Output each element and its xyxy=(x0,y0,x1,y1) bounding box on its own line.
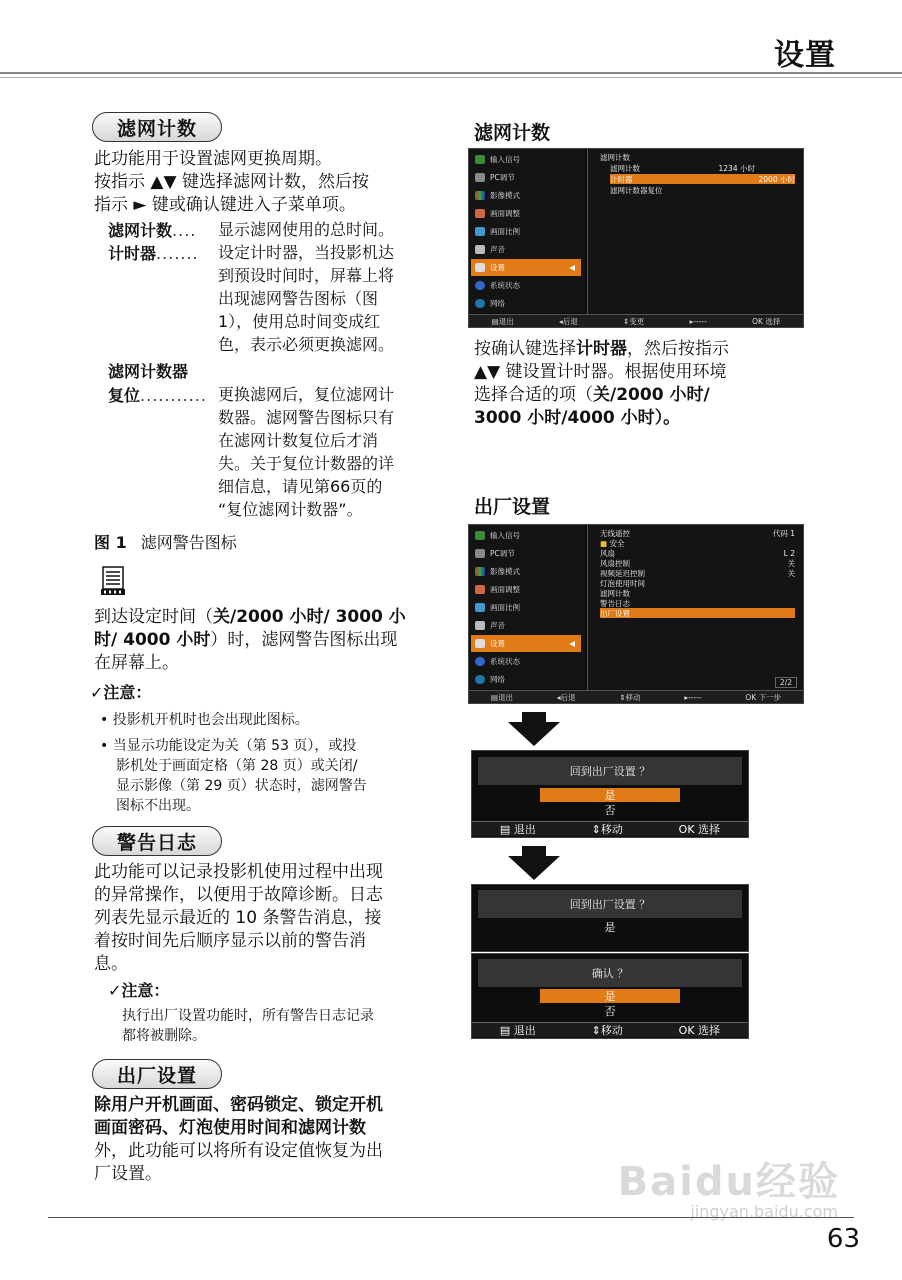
osd-item-settings[interactable]: 设置 ◀ xyxy=(471,259,581,276)
factory-reset-question-panel xyxy=(471,884,749,952)
timer-instructions: 按确认键选择计时器，然后按指示 ▲▼ 键设置计时器。根据使用环境 选择合适的项（关/2000 小时/ 3000 小时/4000 小时）。 xyxy=(474,339,729,428)
osd-row-selected[interactable]: 出厂设置 xyxy=(600,608,795,618)
osd-item-pc[interactable]: PC调节 xyxy=(471,545,581,562)
page-number: 63 xyxy=(826,1224,860,1254)
osd-row[interactable]: 警告日志 xyxy=(600,598,630,608)
confirm-question: 确认 ？ xyxy=(478,959,742,987)
warning-log-note: 执行出厂设置功能时，所有警告日志记录 都将被删除。 xyxy=(122,1008,374,1044)
dialog-yes-option[interactable]: 是 xyxy=(540,788,680,802)
osd-item-sound[interactable]: 声音 xyxy=(471,241,581,258)
dialog-no-option[interactable]: 否 xyxy=(604,804,616,817)
watermark-logo: Baidu经验 xyxy=(617,1159,840,1205)
osd-menu-list xyxy=(469,149,585,313)
intro-line: 按指示 ▲▼ 键选择滤网计数，然后按 xyxy=(94,172,369,192)
warning-log-text: 此功能可以记录投影机使用过程中出现 的异常操作，以便用于故障诊断。日志 列表先显示最近的 10 条警告消息，接 着按时间先后顺序显示以前的警告消 息。 xyxy=(94,862,383,974)
watermark-url: jingyan.baidu.com xyxy=(690,1202,838,1221)
filter-intro xyxy=(94,148,434,217)
filter-warning-icon xyxy=(100,566,126,596)
osd-item-image-mode[interactable]: 影像模式 xyxy=(471,563,581,580)
osd-item-image-mode[interactable]: 影像模式 xyxy=(471,187,581,204)
down-arrow-icon xyxy=(508,712,560,746)
filter-counter-heading: 滤网计数 xyxy=(474,122,551,144)
dialog-question: 回到出厂设置 ？ xyxy=(478,890,742,918)
section-pill-factory-default: 出厂设置 xyxy=(92,1059,222,1089)
def-body-filter-count: 显示滤网使用的总时间。 xyxy=(218,220,395,239)
note-bullets: • 投影机开机时也会出现此图标。 • 当显示功能设定为关（第 53 页），或投 影机处于画面定格（第 28 页）或关闭/ 显示影像（第 29 页）状态时，滤网警告 图标不出现。 xyxy=(100,712,367,814)
osd-row[interactable]: ■ 安全 xyxy=(600,538,625,548)
osd-item-picture[interactable]: 画面调整 xyxy=(471,205,581,222)
osd-row[interactable]: 滤网计数器复位 xyxy=(610,185,663,195)
def-term-reset: 复位........... xyxy=(108,386,207,405)
figure-caption: 图 1 滤网警告图标 xyxy=(94,533,237,552)
page-title: 设置 xyxy=(774,38,836,73)
osd-row[interactable]: 视频延迟控制 关 xyxy=(600,568,795,578)
def-term-timer: 计时器....... xyxy=(108,244,199,263)
section-pill-filter-counter: 滤网计数 xyxy=(92,112,222,142)
osd-item-input[interactable]: 输入信号 xyxy=(471,151,581,168)
footer-rule xyxy=(48,1217,854,1218)
osd-item-status[interactable]: 系统状态 xyxy=(471,653,581,670)
intro-line: 此功能用于设置滤网更换周期。 xyxy=(94,149,332,169)
osd-row[interactable]: 风扇 L 2 xyxy=(600,548,795,558)
down-arrow-icon xyxy=(508,846,560,880)
osd-row[interactable]: 灯泡使用时间 xyxy=(600,578,645,588)
header-rule-thin xyxy=(0,77,902,78)
osd-item-status[interactable]: 系统状态 xyxy=(471,277,581,294)
reach-time-text: 到达设定时间（关/2000 小时/ 3000 小 时/ 4000 小时）时，滤网警告图标出现 在屏幕上。 xyxy=(94,607,406,673)
osd-item-input[interactable]: 输入信号 xyxy=(471,527,581,544)
def-body-reset: 更换滤网后，复位滤网计 数器。滤网警告图标只有 在滤网计数复位后才消 失。关于复位计数器的详 细信息，请见第66页的 “复位滤网计数器”。 xyxy=(218,385,395,519)
confirm-dialog xyxy=(471,953,749,1039)
osd-item-settings[interactable]: 设置 ◀ xyxy=(471,635,581,652)
osd-factory-default-menu xyxy=(468,524,804,704)
factory-reset-dialog xyxy=(471,750,749,838)
osd-row[interactable]: 滤网计数 xyxy=(600,588,630,598)
osd-item-picture[interactable]: 画面调整 xyxy=(471,581,581,598)
osd-row[interactable]: 风扇控制 关 xyxy=(600,558,795,568)
osd-menu-list xyxy=(469,525,585,689)
osd-item-aspect[interactable]: 画面比例 xyxy=(471,223,581,240)
header-rule xyxy=(0,72,902,74)
intro-line: 指示 ► 键或确认键进入子菜单项。 xyxy=(94,195,356,215)
factory-default-heading: 出厂设置 xyxy=(474,496,551,518)
osd-item-network[interactable]: 网络 xyxy=(471,671,581,688)
confirm-yes-option[interactable]: 是 xyxy=(540,989,680,1003)
osd-item-network[interactable]: 网络 xyxy=(471,295,581,312)
osd-sub-title: 滤网计数 xyxy=(600,152,630,162)
osd-page-indicator: 2/2 xyxy=(775,677,797,688)
osd-footer: ▤退出 ◂后退 ⇕移动 ▸----- OK 下一步 xyxy=(469,690,803,703)
lock-icon: ■ xyxy=(600,538,608,548)
warning-log-note-title: ✓注意： xyxy=(108,981,170,1000)
osd-item-sound[interactable]: 声音 xyxy=(471,617,581,634)
osd-row[interactable]: 滤网计数 1234 小时 xyxy=(610,163,755,173)
def-body-timer: 设定计时器，当投影机达 到预设时间时，屏幕上将 出现滤网警告图标（图 1），使用总时间变成红 色，表示必须更换滤网。 xyxy=(218,243,395,354)
def-term-filter-counter: 滤网计数器 xyxy=(108,362,189,381)
dialog-footer: ▤ 退出 ⇕移动 OK 选择 xyxy=(472,821,748,836)
osd-submenu xyxy=(587,525,803,690)
dialog-question: 回到出厂设置 ？ xyxy=(478,757,742,785)
osd-footer: ▤退出 ◂后退 ⇕变更 ▸----- OK 选择 xyxy=(469,314,803,327)
section-pill-warning-log: 警告日志 xyxy=(92,826,222,856)
osd-item-aspect[interactable]: 画面比例 xyxy=(471,599,581,616)
osd-row[interactable]: 无线遥控 代码 1 xyxy=(600,528,795,538)
osd-submenu xyxy=(587,149,803,314)
dialog-answer: 是 xyxy=(604,921,616,934)
note-title: ✓注意： xyxy=(90,683,152,702)
factory-default-text: 除用户开机画面、密码锁定、锁定开机 画面密码、灯泡使用时间和滤网计数 外，此功能可以将所有设定值恢复为出 厂设置。 xyxy=(94,1095,383,1184)
osd-filter-counter-menu xyxy=(468,148,804,328)
def-term-filter-count: 滤网计数.... xyxy=(108,221,197,240)
osd-item-pc[interactable]: PC调节 xyxy=(471,169,581,186)
confirm-no-option[interactable]: 否 xyxy=(604,1005,616,1018)
dialog-footer: ▤ 退出 ⇕移动 OK 选择 xyxy=(472,1022,748,1037)
osd-row-selected[interactable]: 计时器 2000 小时 xyxy=(610,174,795,184)
